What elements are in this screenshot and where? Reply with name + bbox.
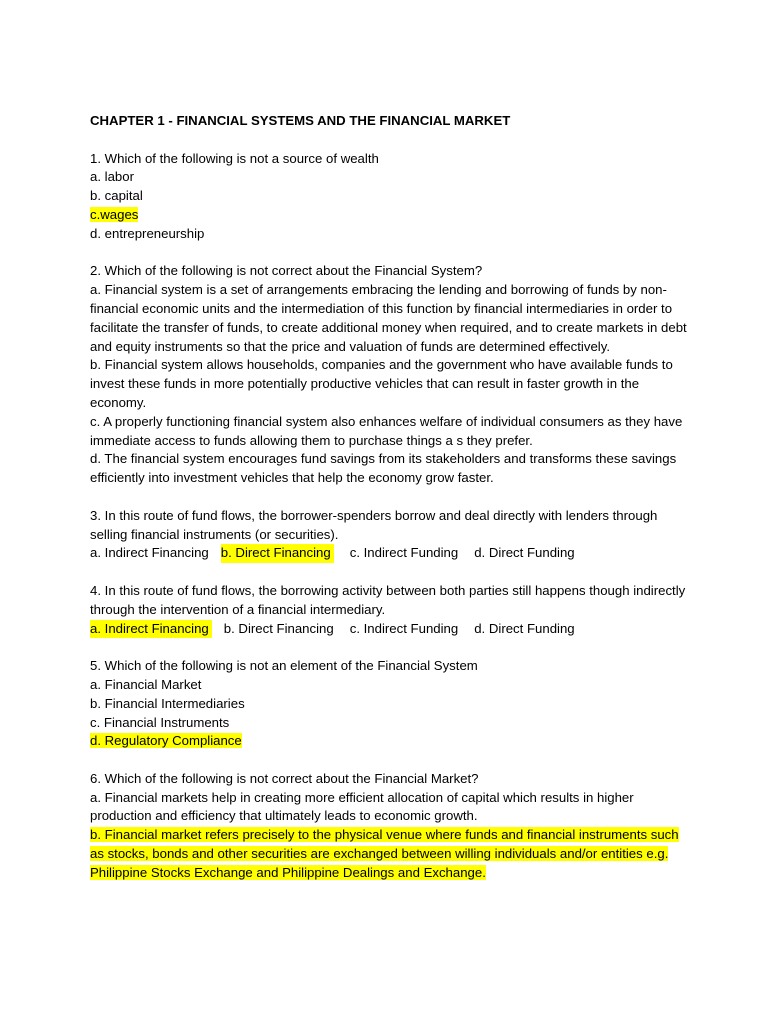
option-a: a. Financial markets help in creating more efficient allocation of capital which results in higher production and efficiency that ultimately leads to economic growth. — [90, 789, 634, 824]
options-row — [90, 544, 690, 563]
option-b-answer-highlight: b. Financial market refers precisely to the physical venue where funds and financial instruments such as stocks, bonds and other securities are exchanged between willing individuals and/or entities e.g. Philippine Stocks Exchange and Philippine Dealings and Exchange. — [90, 827, 679, 880]
option-d: d. Direct Funding — [474, 545, 575, 561]
question-6 — [90, 770, 690, 883]
option-a: a. Indirect Financing — [90, 545, 209, 561]
option-a-answer-highlight: a. Indirect Financing — [90, 620, 212, 639]
option-a: a. Financial Market — [90, 676, 202, 692]
question-2 — [90, 262, 690, 488]
question-5 — [90, 657, 690, 751]
option-c: c. Indirect Funding — [349, 545, 459, 561]
question-text: 1. Which of the following is not a source of wealth — [90, 150, 379, 166]
option-b: b. Financial Intermediaries — [90, 695, 245, 711]
question-text: 6. Which of the following is not correct about the Financial Market? — [90, 770, 479, 786]
option-b: b. Direct Financing — [223, 620, 334, 636]
option-b: b. Financial system allows households, companies and the government who have available funds to invest these funds in more potentially productive vehicles that can result in faster growth in the economy. — [90, 357, 673, 410]
option-c-answer-highlight: c.wages — [90, 206, 139, 222]
option-a: a. labor — [90, 169, 134, 185]
question-text: 3. In this route of fund flows, the borrower-spenders borrow and deal directly with lenders through selling financial instruments (or securities). — [90, 507, 658, 542]
option-c: c. Indirect Funding — [349, 620, 459, 636]
question-1 — [90, 150, 690, 244]
question-text: 5. Which of the following is not an element of the Financial System — [90, 658, 478, 674]
option-d-answer-highlight: d. Regulatory Compliance — [90, 733, 242, 749]
option-c: c. A properly functioning financial system also enhances welfare of individual consumers as they have immediate access to funds allowing them to purchase things a s they prefer. — [90, 413, 683, 448]
option-c: c. Financial Instruments — [90, 714, 230, 730]
option-b: b. capital — [90, 188, 143, 204]
chapter-title: CHAPTER 1 - FINANCIAL SYSTEMS AND THE FINANCIAL MARKET — [90, 113, 511, 128]
question-text: 2. Which of the following is not correct about the Financial System? — [90, 263, 483, 279]
option-a: a. Financial system is a set of arrangements embracing the lending and borrowing of funds by non-financial economic units and the intermediation of this function by financial intermediaries in order to facilitate the transfer of funds, to create additional money when required, and to create markets in debt and equity instruments so that the price and valuation of funds are determined effectively. — [90, 282, 687, 354]
option-d: d. Direct Funding — [474, 620, 575, 636]
question-text: 4. In this route of fund flows, the borrowing activity between both parties still happens though indirectly through the intervention of a financial intermediary. — [90, 582, 686, 617]
document-page — [90, 112, 690, 901]
question-4 — [90, 582, 690, 638]
question-3 — [90, 507, 690, 563]
options-row — [90, 620, 690, 639]
option-d: d. entrepreneurship — [90, 225, 205, 241]
option-d: d. The financial system encourages fund savings from its stakeholders and transforms these savings efficiently into investment vehicles that help the economy grow faster. — [90, 451, 677, 486]
option-b-answer-highlight: b. Direct Financing — [221, 544, 334, 563]
